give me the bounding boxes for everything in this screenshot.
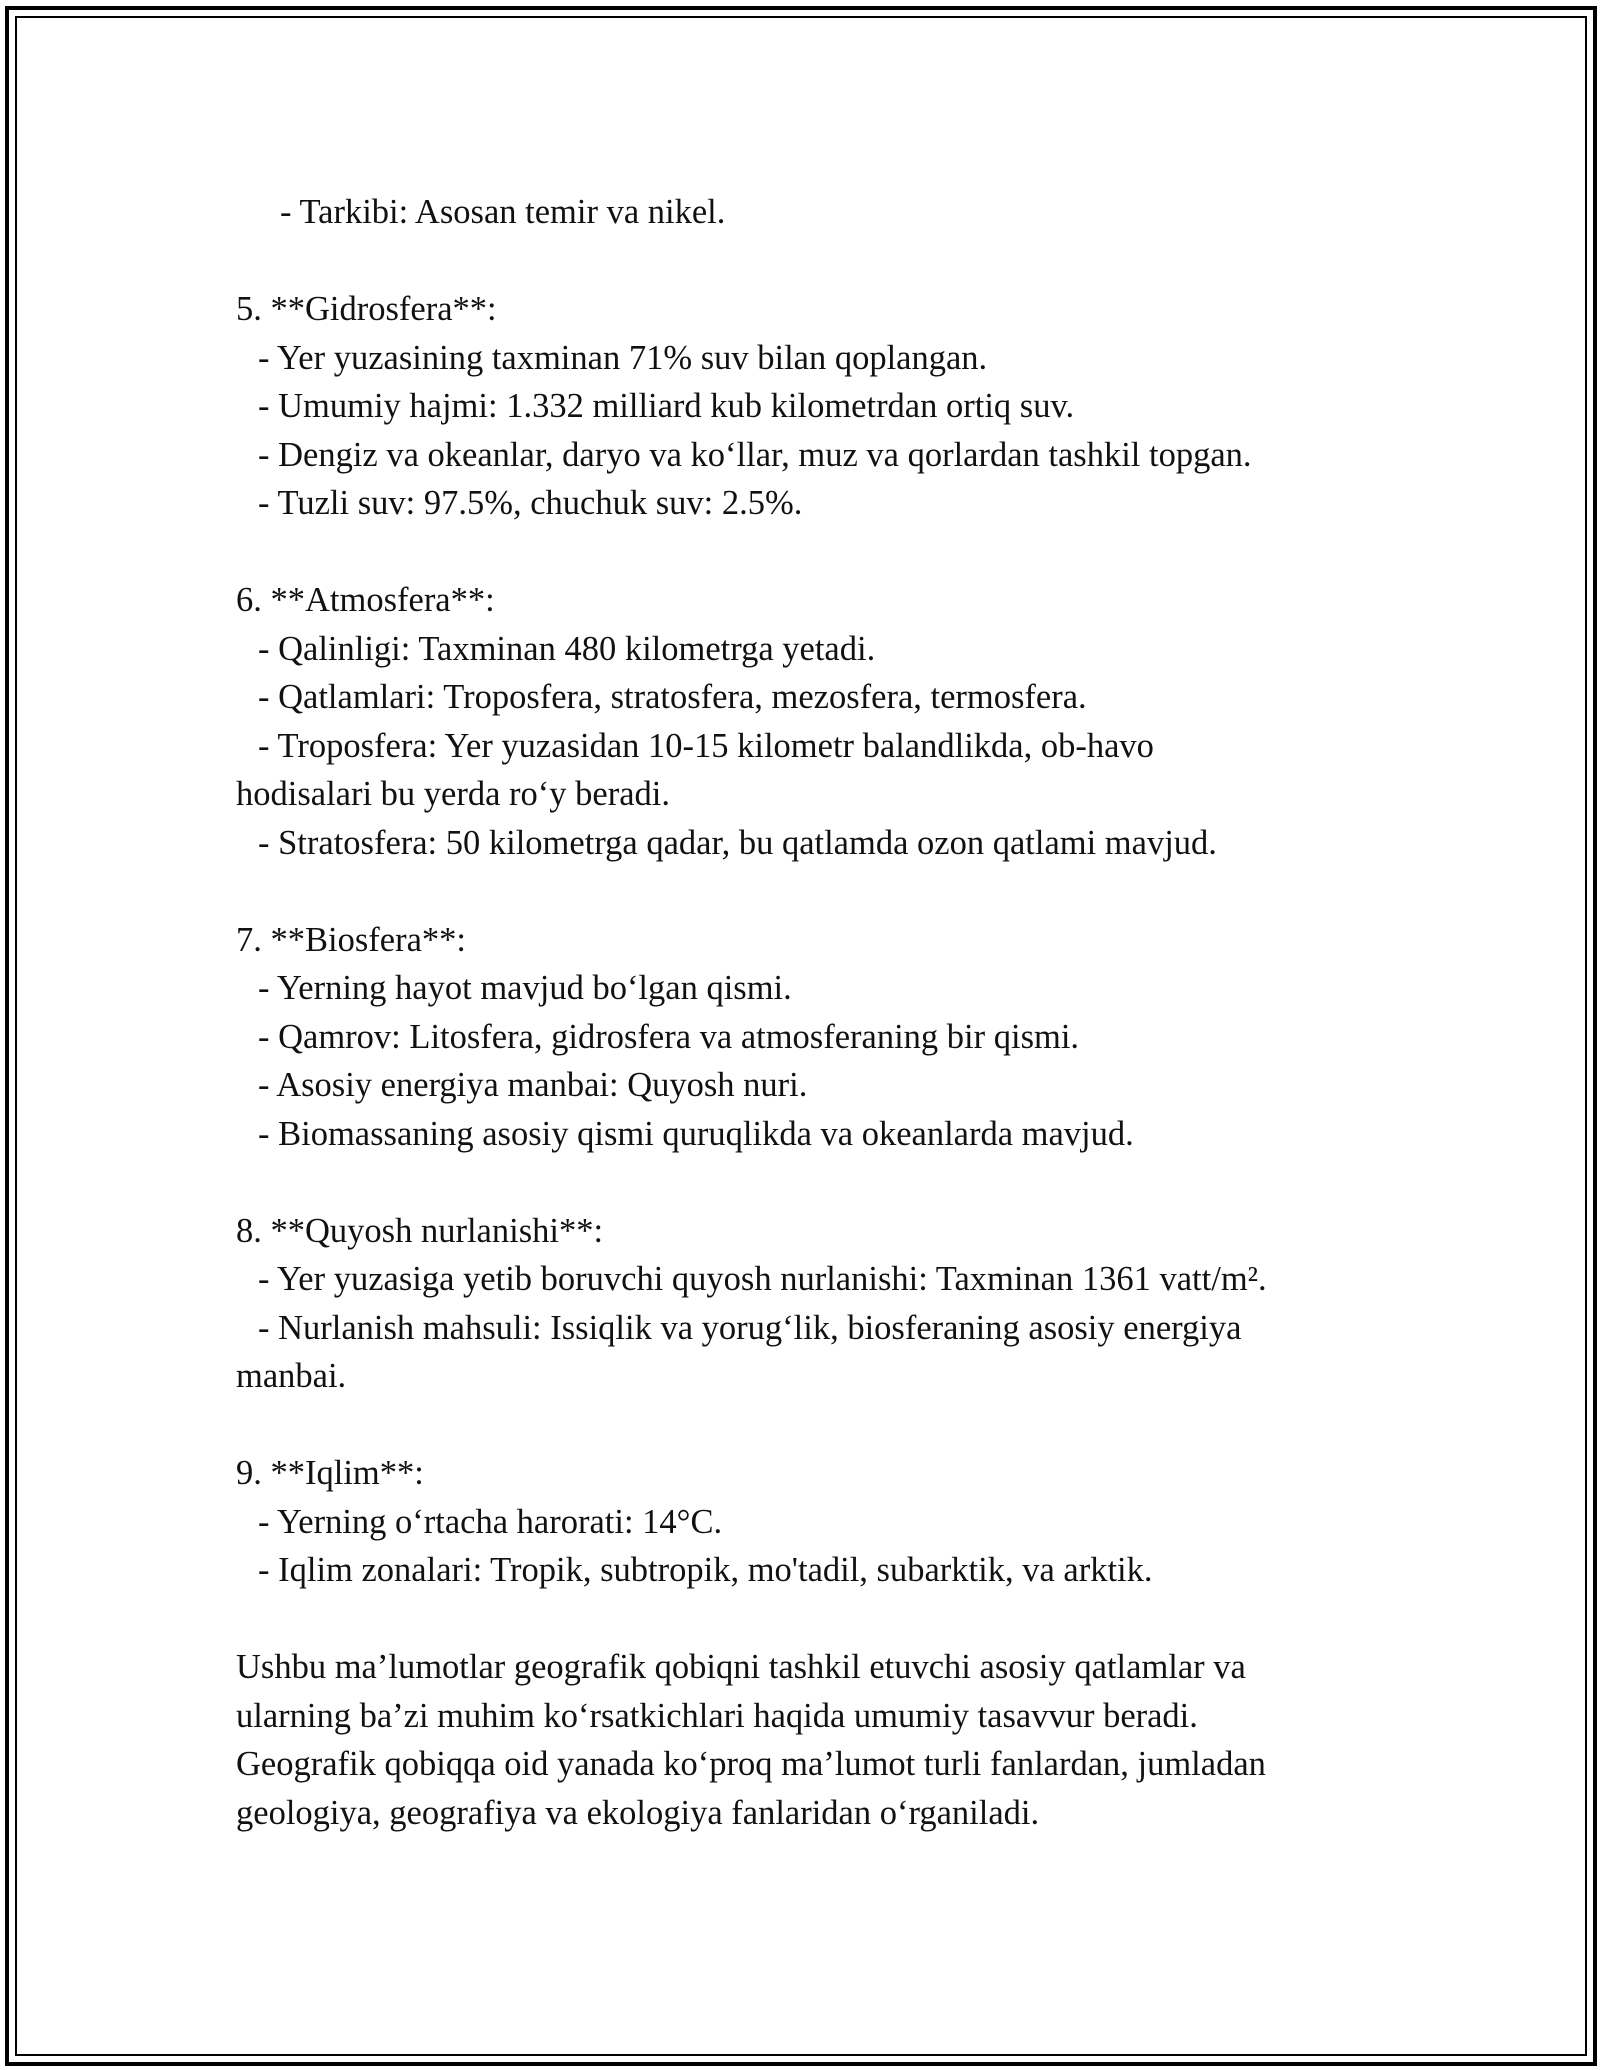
section-line: - Qamrov: Litosfera, gidrosfera va atmosferaning bir qismi. [258, 1017, 1080, 1056]
section-line-continuation: manbai. [236, 1357, 347, 1395]
section-line: - Qalinligi: Taxminan 480 kilometrga yetadi. [258, 629, 876, 668]
intro-bullet: - Tarkibi: Asosan temir va nikel. [280, 193, 726, 231]
section-heading: 5. **Gidrosfera**: [236, 290, 497, 328]
document-body [236, 188, 1416, 1837]
section-line: - Nurlanish mahsuli: Issiqlik va yorug‘lik, biosferaning asosiy energiya [258, 1308, 1242, 1347]
section-line: - Iqlim zonalari: Tropik, subtropik, mo'tadil, subarktik, va arktik. [258, 1551, 1153, 1589]
section-line: - Stratosfera: 50 kilometrga qadar, bu qatlamda ozon qatlami mavjud. [258, 823, 1217, 862]
section-heading: 9. **Iqlim**: [236, 1454, 424, 1492]
section-heading: 6. **Atmosfera**: [236, 581, 495, 619]
section-line-continuation: hodisalari bu yerda ro‘y beradi. [236, 775, 670, 813]
section-line: - Umumiy hajmi: 1.332 milliard kub kilometrdan ortiq suv. [258, 387, 1075, 425]
section-line: - Qatlamlari: Troposfera, stratosfera, mezosfera, termosfera. [258, 678, 1087, 716]
section-line: - Yerning hayot mavjud bo‘lgan qismi. [258, 969, 792, 1007]
conclusion-line: ularning ba’zi muhim ko‘rsatkichlari haqida umumiy tasavvur beradi. [236, 1696, 1198, 1735]
section-heading: 8. **Quyosh nurlanishi**: [236, 1211, 604, 1250]
section-line: - Yer yuzasiga yetib boruvchi quyosh nurlanishi: Taxminan 1361 vatt/m². [258, 1260, 1267, 1298]
conclusion-line: geologiya, geografiya va ekologiya fanlaridan o‘rganiladi. [236, 1793, 1040, 1832]
section-line: - Yer yuzasining taxminan 71% suv bilan qoplangan. [258, 338, 988, 377]
section-line: - Tuzli suv: 97.5%, chuchuk suv: 2.5%. [258, 484, 803, 522]
conclusion-line: Ushbu ma’lumotlar geografik qobiqni tashkil etuvchi asosiy qatlamlar va [236, 1648, 1246, 1686]
section-line: - Yerning o‘rtacha harorati: 14°C. [258, 1502, 723, 1541]
section-line: - Dengiz va okeanlar, daryo va ko‘llar, muz va qorlardan tashkil topgan. [258, 435, 1252, 474]
conclusion-line: Geografik qobiqqa oid yanada ko‘proq ma’lumot turli fanlardan, jumladan [236, 1745, 1266, 1783]
section-heading: 7. **Biosfera**: [236, 920, 466, 959]
section-line: - Troposfera: Yer yuzasidan 10-15 kilometr balandlikda, ob-havo [258, 726, 1154, 765]
section-line: - Biomassaning asosiy qismi quruqlikda va okeanlarda mavjud. [258, 1114, 1134, 1153]
section-line: - Asosiy energiya manbai: Quyosh nuri. [258, 1066, 808, 1104]
